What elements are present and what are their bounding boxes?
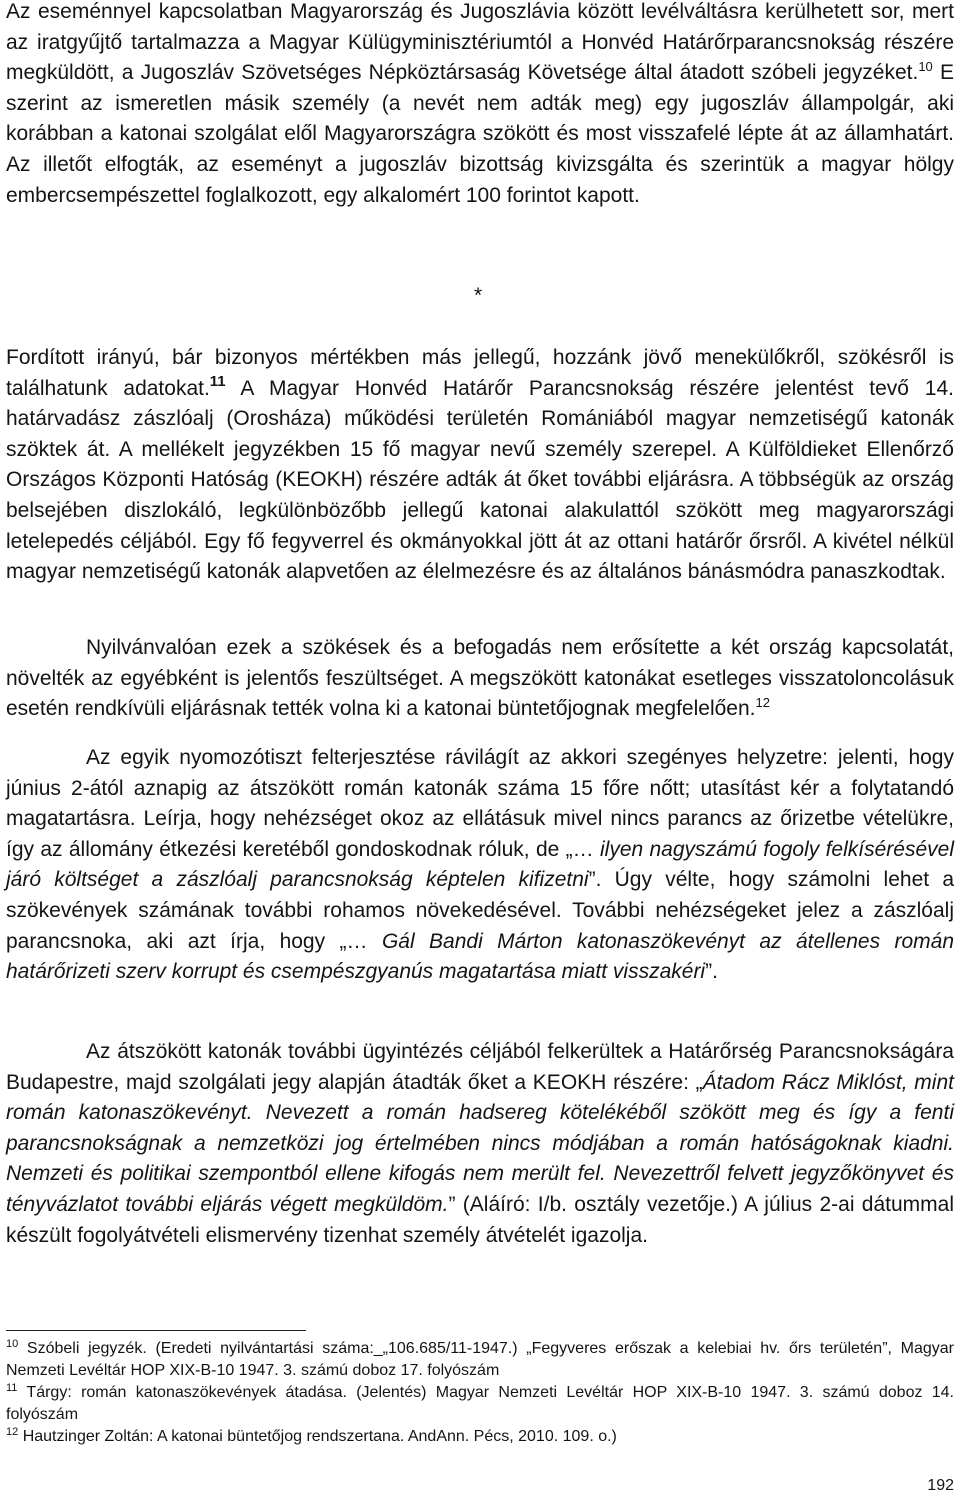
text-run: ” (Aláíró: I/b. osztály vezetője.) A július 2-ai dátummal készült fogolyátvételi elismervény tizenhat személy átvételét igazolja. bbox=[6, 1192, 954, 1247]
body-paragraph bbox=[6, 743, 954, 988]
text-run: E szerint az ismeretlen másik személy (a nevét nem adták meg) egy jugoszláv állampolgár, aki korábban a katonai szolgálat elől Magyarországra szökött és most visszafelé lépte át az államhatárt. Az illetőt elfogták, az eseményt a jugoszláv bizottság kivizsgálta és szerintük a magyar hölgy embercsempészettel foglalkozott, egy alkalomért 100 forintot kapott. bbox=[6, 61, 954, 207]
footnote-rule bbox=[6, 1330, 306, 1331]
footnote bbox=[6, 1426, 954, 1448]
body-paragraph bbox=[6, 343, 954, 588]
text-run: A Magyar Honvéd Határőr Parancsnokság részére jelentést tevő 14. határvadász zászlóalj (Orosháza) működési területén Romániából magyar nemzetiségű katonák szöktek át. A mellékelt jegyzékben 15 fő magyar nevű személy szerepel. A Külföldieket Ellenőrző Országos Központi Hatóság (KEOKH) részére adták át őket további eljárásra. A többségük az ország belsejében diszlokáló, legkülönbözőbb jellegű katonai alakulattól szökött meg magyarországi letelepedés céljából. Egy fő fegyverrel és okmányokkal jött át az ottani határőr őrsről. A kivétel nélkül magyar nemzetiségű katonák alapvetően az élelmezésre és az általános bánásmódra panaszkodtak. bbox=[6, 376, 954, 584]
footnote-ref: 12 bbox=[755, 695, 770, 711]
italic-quote: Gál Bandi Márton katonaszökevényt az átellenes román határőrizeti szerv korrupt és csempészgyanús magatartása miatt visszakéri bbox=[6, 929, 954, 984]
document-page bbox=[6, 0, 954, 1509]
footnote-ref: 10 bbox=[918, 59, 933, 75]
footnote-number: 10 bbox=[6, 1338, 19, 1350]
body-paragraph bbox=[6, 633, 954, 725]
footnote-number: 12 bbox=[6, 1426, 19, 1438]
text-run: Az átszökött katonák további ügyintézés céljából felkerültek a Határőrség Parancsnokságára Budapestre, majd szolgálati jegy alapján átadták őket a KEOKH részére: „ bbox=[6, 1040, 954, 1094]
footnote-text: Tárgy: román katonaszökevények átadása. (Jelentés) Magyar Nemzeti Levéltár HOP XIX-B-10 1947. 3. számú doboz 14. folyószám bbox=[6, 1384, 954, 1423]
footnote-text: Szóbeli jegyzék. (Eredeti nyilvántartási száma:_„106.685/11-1947.) „Fegyveres erőszak a kelebiai hv. őrs területén”, Magyar Nemzeti Levéltár HOP XIX-B-10 1947. 3. számú doboz 17. folyószám bbox=[6, 1340, 954, 1379]
footnote-number: 11 bbox=[6, 1382, 18, 1394]
italic-quote: ilyen nagyszámú fogoly felkísérésével járó költséget a zászlóalj parancsnokság képtelen kifizetni bbox=[6, 837, 954, 892]
italic-quote: Átadom Rácz Miklóst, mint román katonaszökevényt. Nevezett a román hadsereg kötelékéből szökött meg és így a fenti parancsnokságnak a nemzetközi jog értelmében nincs módjában a román hatóságoknak kiadni. Nemzeti és politikai szempontból ellene kifogás nem merült fel. Nevezettről felvett jegyzőkönyvet és tényvázlatot további eljárás végett megküldöm. bbox=[6, 1070, 954, 1216]
text-run: ”. bbox=[705, 960, 718, 984]
text-run: ”. Úgy vélte, hogy számolni lehet a szökevények számának további rohamos növekedésével. További nehézségeket jelez a zászlóalj parancsnoka, aki azt írja, hogy „… bbox=[6, 868, 954, 953]
text-run: Az eseménnyel kapcsolatban Magyarország és Jugoszlávia között levélváltásra kerülhetett sor, mert az iratgyűjtő tartalmazza a Magyar Külügyminisztériumtól a Honvéd Határőrparancsnokság részére megküldött, a Jugoszláv Szövetséges Népköztársaság Követsége által átadott szóbeli jegyzéket. bbox=[6, 0, 954, 85]
body-paragraph bbox=[6, 0, 954, 211]
section-separator: * bbox=[474, 284, 483, 307]
footnote bbox=[6, 1382, 954, 1426]
body-paragraph bbox=[6, 1037, 954, 1251]
text-run: Az egyik nyomozótiszt felterjesztése rávilágít az akkori szegényes helyzetre: jelenti, hogy június 2-ától aznapig az átszökött román katonák száma 15 főre nőtt; utasítást kér a folytatandó magatartásra. Leírja, hogy nehézséget okoz az ellátásuk mivel nincs parancs az őrizetbe vételükre, így az állomány étkezési keretéből gondoskodnak róluk, de „… bbox=[6, 746, 954, 861]
text-run: Nyilvánvalóan ezek a szökések és a befogadás nem erősítette a két ország kapcsolatát, növelték az egyébként is jelentős feszültséget. A megszökött katonákat esetleges visszatoloncolásuk esetén rendkívüli eljárásnak tették volna ki a katonai büntetőjognak megfelelően. bbox=[6, 636, 954, 721]
text-run: Fordított irányú, bár bizonyos mértékben más jellegű, hozzánk jövő menekülőkről, szökésről is találhatunk adatokat. bbox=[6, 346, 954, 400]
page-number: 192 bbox=[927, 1477, 954, 1494]
footnote-ref: 11 bbox=[209, 372, 226, 390]
footnote bbox=[6, 1338, 954, 1382]
footnote-text: Hautzinger Zoltán: A katonai büntetőjog rendszertana. AndAnn. Pécs, 2010. 109. o.) bbox=[18, 1428, 617, 1445]
